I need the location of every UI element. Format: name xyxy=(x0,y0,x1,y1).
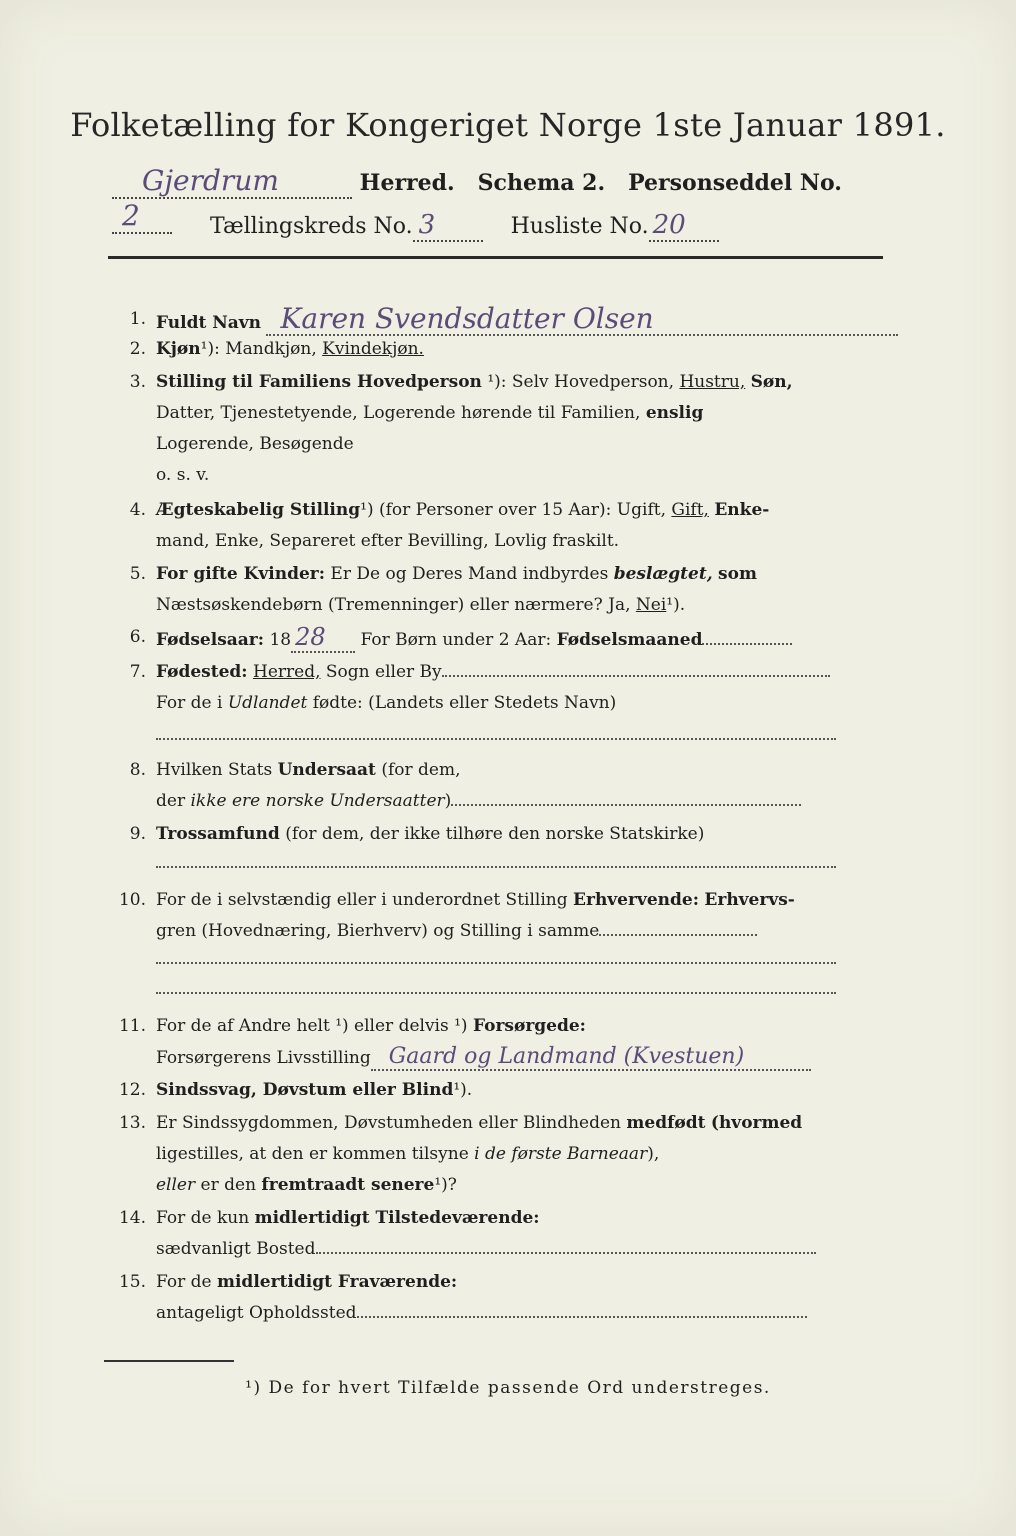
occupation-field-2 xyxy=(156,962,836,964)
foreign-birthplace-field xyxy=(156,738,836,740)
citizenship-field xyxy=(451,804,801,806)
census-form-page: Folketælling for Kongeriget Norge 1ste Januar 1891. Gjerdrum Herred. Schema 2. Personseddel No. 2 Tællingskreds No. 3 Husliste No. 20 1. Fuldt Navn Karen Svendsdatter Olsen 2. Kjøn¹): Mandkjøn, Kvindekjøn. 3. Stilling til Familiens Hovedperson ¹): Selv Hovedperson, Hustru, Søn, Datter, Tjenestetyende, Logerende hørende til Familien, enslig Logerende, Besøgende o. s. v. 4. Ægteskabelig Stilling¹) (for Personer over 15 Aar): Ugift, Gift, Enke- mand, Enke, Separeret efter Bevilling, Lovlig fraskilt. 5. For gifte Kvinder: Er De og Deres Mand indbyrdes beslægtet, som Næstsøskendebørn (Tremenninger) eller nærmere? Ja, Nei¹). 6. Fødselsaar: 18 28 For Børn under 2 Aar: Fødselsmaaned 7. Fødested: Herred, Sogn eller By For de i Udlandet fødte: (Landets eller Stedets Navn) 8. Hvilken Stats Undersaat (for dem, der ikke ere norske Undersaatter) 9. Trossamfund (for dem, der ikke tilhøre den norske Statskirke) 10. For de i selvstændig eller i underordnet Stilling Erhvervende: Erhvervs- gren (Hovednæring, Bierhverv) og Stilling i samme 11. For de af Andre helt ¹) eller delvis ¹) Forsørgede: Forsørgerens Livsstilling Gaard og Landmand (Kvestuen) 12. Sindssvag, Døvstum eller Blind¹). 13. Er Sindssygdommen, Døvstumheden eller Blindheden medfødt (hvormed ligestilles, at den er kommen tilsyne i de første Barneaar), eller er den fremtraadt senere¹)? 14. For de kun midlertidigt Tilstedeværende: sædvanligt Bosted 15. For de midlertidigt Fraværende: antageligt Opholdssted ¹) De for hvert Tilfælde passende Ord understreges. xyxy=(0,0,1016,1536)
footnote: ¹) De for hvert Tilfælde passende Ord understreges. xyxy=(245,1378,771,1398)
herred-field: Gjerdrum xyxy=(112,164,352,199)
birthplace-field xyxy=(442,675,830,677)
religion-field xyxy=(156,866,836,868)
footnote-rule xyxy=(104,1360,234,1362)
header-line-herred: Gjerdrum Herred. Schema 2. Personseddel No. 2 xyxy=(112,164,902,234)
occupation-field xyxy=(599,934,757,936)
header-line-kreds: Tællingskreds No. 3 Husliste No. 20 xyxy=(210,210,810,242)
husliste-field: 20 xyxy=(649,210,719,242)
provider-occupation-field: Gaard og Landmand (Kvestuen) xyxy=(371,1046,811,1071)
occupation-field-3 xyxy=(156,992,836,994)
header-rule xyxy=(108,256,883,259)
form-title: Folketælling for Kongeriget Norge 1ste Januar 1891. xyxy=(70,106,946,144)
usual-residence-field xyxy=(316,1252,816,1254)
birth-month-field xyxy=(702,643,792,645)
personseddel-field: 2 xyxy=(112,199,172,234)
birth-year-field: 28 xyxy=(291,626,355,653)
kreds-field: 3 xyxy=(413,210,483,242)
probable-residence-field xyxy=(357,1316,807,1318)
full-name-field: Karen Svendsdatter Olsen xyxy=(266,308,898,336)
